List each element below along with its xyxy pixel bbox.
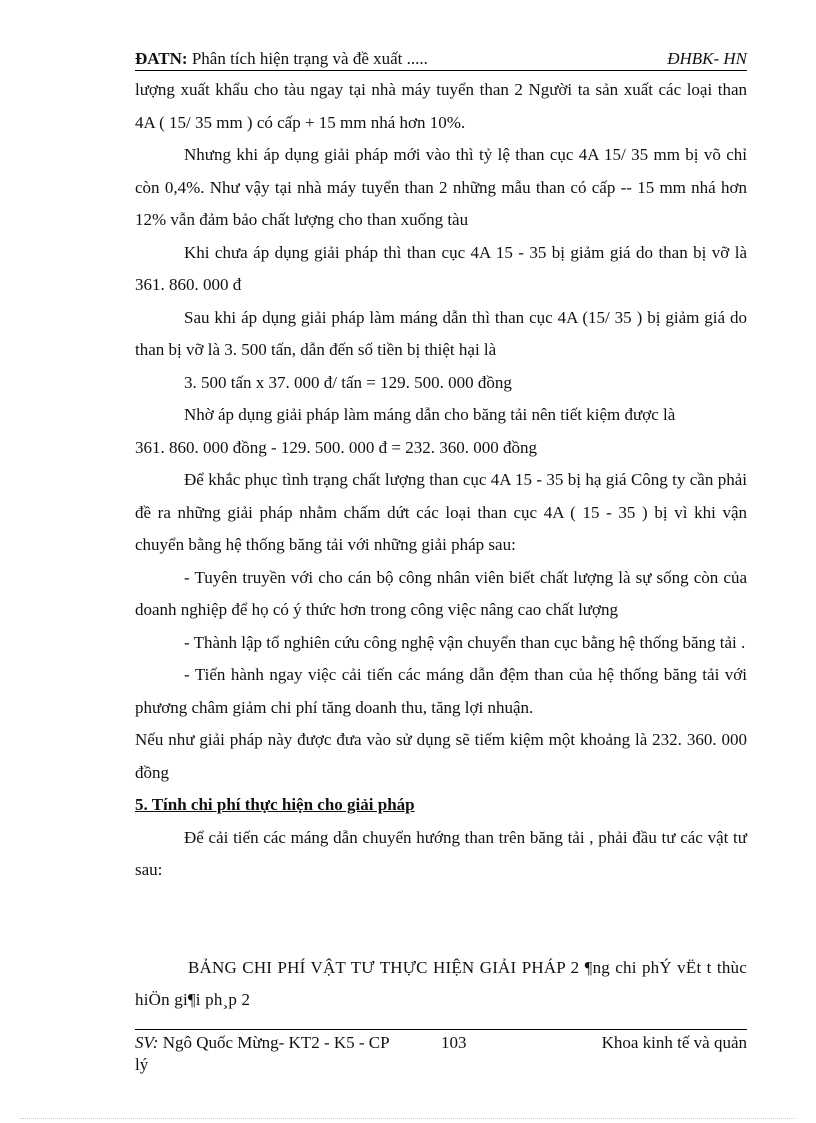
footer-divider (135, 1029, 747, 1030)
calculation-line: 361. 860. 000 đồng - 129. 500. 000 đ = 232. 360. 000 đồng (135, 437, 537, 457)
table-title: BẢNG CHI PHÍ VẬT TƯ THỰC HIỆN GIẢI PHÁP 2 ¶ng chi phÝ vËt t thùc hiÖn gi¶i ph¸p 2 (135, 957, 747, 1009)
footer-faculty-continued: lý (135, 1055, 149, 1074)
page-header (135, 48, 747, 70)
header-title-prefix: ĐATN: (135, 49, 188, 68)
header-title-text: Phân tích hiện trạng và đề xuất ..... (187, 49, 428, 68)
bullet-item: - Thành lập tổ nghiên cứu công nghệ vận chuyển than cục bằng hệ thống băng tải . (184, 632, 746, 652)
paragraph: Nếu như giải pháp này được đưa vào sử dụng sẽ tiếm kiệm một khoảng là 232. 360. 000 đồng (135, 730, 747, 782)
page-number: 103 (441, 1033, 467, 1052)
bullet-item: - Tiến hành ngay việc cải tiến các máng dẫn đệm than của hệ thống băng tải với phương châm giảm chi phí tăng doanh thu, tăng lợi nhuận. (135, 665, 747, 717)
paragraph: Nhưng khi áp dụng giải pháp mới vào thì tỷ lệ than cục 4A 15/ 35 mm bị võ chỉ còn 0,4%. Như vậy tại nhà máy tuyển than 2 những mẫu than có cấp -- 15 mm nhá hơn 12% vẫn đảm bảo chất lượng cho than xuống tàu (135, 145, 747, 229)
spacer (135, 887, 747, 952)
paragraph: lượng xuất khẩu cho tàu ngay tại nhà máy tuyển than 2 Người ta sản xuất các loại than 4A ( 15/ 35 mm ) có cấp + 15 mm nhá hơn 10%. (135, 80, 747, 132)
header-divider (135, 70, 747, 71)
footer-student (135, 1033, 390, 1052)
paragraph: Nhờ áp dụng giải pháp làm máng dẫn cho băng tải nên tiết kiệm được là (184, 405, 676, 424)
footer-faculty: Khoa kinh tế và quản (601, 1033, 747, 1052)
bullet-item: - Tuyên truyền với cho cán bộ công nhân viên biết chất lượng là sự sống còn của doanh nghiệp để họ có ý thức hơn trong công việc nâng cao chất lượng (135, 567, 747, 619)
page-footer (135, 1032, 747, 1074)
paragraph: Sau khi áp dụng giải pháp làm máng dẫn thì than cục 4A (15/ 35 ) bị giảm giá do than bị vỡ là 3. 500 tấn, dẫn đến số tiền bị thiệt hại là (135, 307, 747, 359)
paragraph: Để khắc phục tình trạng chất lượng than cục 4A 15 - 35 bị hạ giá Công ty cần phải đề ra những giải pháp nhằm chấm dứt các loại than cục 4A ( 15 - 35 ) bị vì khi vận chuyển bằng hệ thống băng tải với những giải pháp sau: (135, 470, 747, 554)
header-institution: ĐHBK- HN (667, 49, 747, 68)
footer-student-label: SV: (135, 1033, 159, 1052)
page-bottom-border (20, 1118, 796, 1119)
header-title (135, 49, 428, 68)
section-heading-text: 5. Tính chi phí thực hiện cho giải pháp (135, 795, 415, 814)
section-heading (135, 789, 747, 822)
paragraph: Để cải tiến các máng dẫn chuyển hướng than trên băng tải , phải đầu tư các vật tư sau: (135, 827, 747, 879)
document-body (135, 74, 747, 1017)
footer-student-name: Ngô Quốc Mừng- KT2 - K5 - CP (158, 1033, 390, 1052)
calculation-line: 3. 500 tấn x 37. 000 đ/ tấn = 129. 500. 000 đồng (184, 372, 512, 392)
paragraph: Khi chưa áp dụng giải pháp thì than cục 4A 15 - 35 bị giảm giá do than bị vỡ là 361. 860. 000 đ (135, 242, 747, 294)
